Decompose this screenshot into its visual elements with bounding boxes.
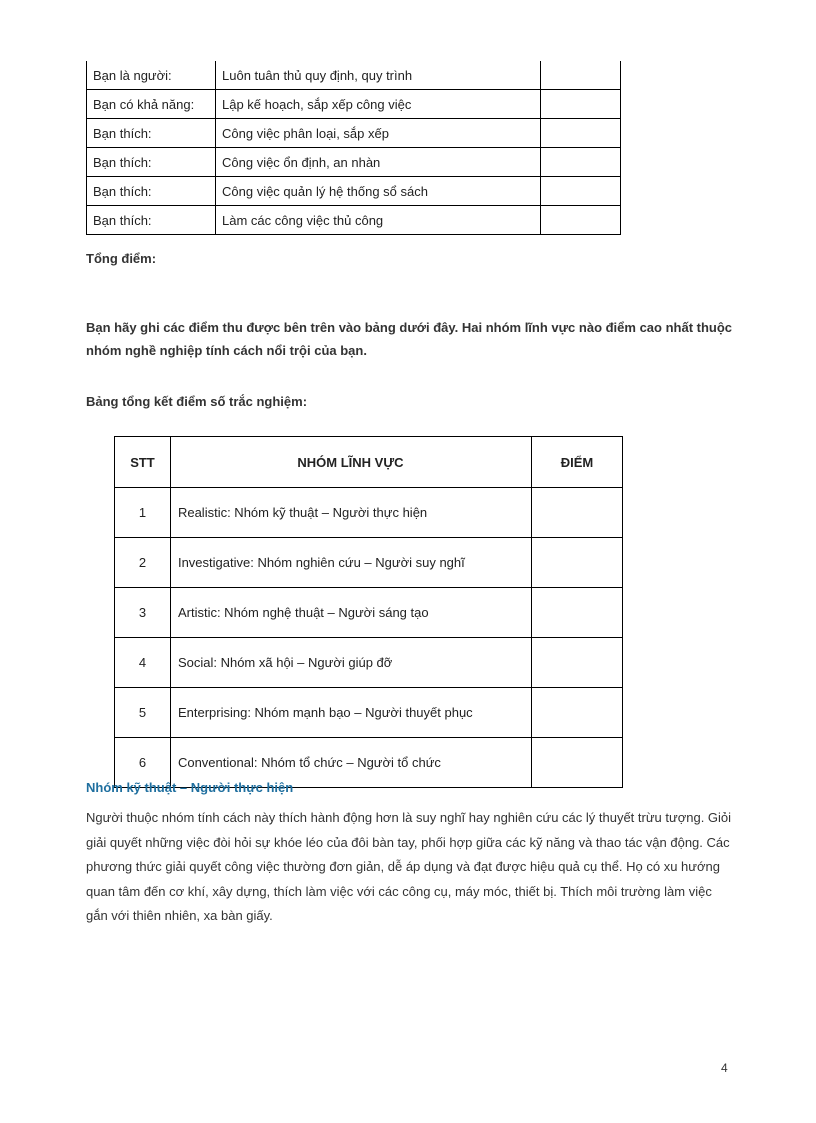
trait-label: Bạn có khả năng: (87, 90, 216, 119)
trait-table (86, 61, 621, 235)
table-row (87, 119, 621, 148)
row-group: Social: Nhóm xã hội – Người giúp đỡ (170, 638, 531, 688)
trait-label: Bạn là người: (87, 61, 216, 90)
header-score: ĐIỂM (532, 437, 623, 488)
summary-table-title: Bảng tổng kết điểm số trắc nghiệm: (86, 394, 308, 409)
row-stt: 5 (115, 688, 171, 738)
instruction-text: Bạn hãy ghi các điểm thu được bên trên vào bảng dưới đây. Hai nhóm lĩnh vực nào điểm cao nhất thuộc nhóm nghề nghiệp tính cách nổi trội của bạn. (86, 320, 733, 358)
score-cell[interactable] (541, 206, 621, 235)
trait-label: Bạn thích: (87, 119, 216, 148)
summary-table (114, 436, 623, 788)
trait-label: Bạn thích: (87, 148, 216, 177)
row-stt: 2 (115, 538, 171, 588)
trait-value: Công việc quản lý hệ thống sổ sách (216, 177, 541, 206)
row-group: Artistic: Nhóm nghệ thuật – Người sáng tạo (170, 588, 531, 638)
table-row (87, 90, 621, 119)
score-cell[interactable] (541, 148, 621, 177)
row-stt: 1 (115, 488, 171, 538)
table-row (115, 488, 623, 538)
section-paragraph: Người thuộc nhóm tính cách này thích hành động hơn là suy nghĩ hay nghiên cứu các lý thuyết trừu tượng. Giỏi giải quyết những việc đòi hỏi sự khóe léo của đôi bàn tay, phối hợp giữa các kỹ năng và thao tác vận động. Các phương thức giải quyết công việc thường đơn giản, dễ áp dụng và đạt được hiệu quả cụ thể. Họ có xu hướng quan tâm đến cơ khí, xây dựng, thích làm việc với các công cụ, máy móc, thiết bị. Thích môi trường làm việc gắn với thiên nhiên, xa bàn giấy. (86, 810, 732, 923)
row-score-cell[interactable] (532, 538, 623, 588)
row-score-cell[interactable] (532, 738, 623, 788)
table-row (87, 206, 621, 235)
table-row (115, 688, 623, 738)
trait-value: Công việc phân loại, sắp xếp (216, 119, 541, 148)
table-row (115, 588, 623, 638)
row-group: Enterprising: Nhóm mạnh bạo – Người thuyết phục (170, 688, 531, 738)
table-row (87, 61, 621, 90)
trait-value: Luôn tuân thủ quy định, quy trình (216, 61, 541, 90)
score-cell[interactable] (541, 119, 621, 148)
score-cell[interactable] (541, 177, 621, 206)
row-stt: 3 (115, 588, 171, 638)
page-number: 4 (721, 1061, 728, 1075)
table-row (87, 177, 621, 206)
table-row (87, 148, 621, 177)
table-row (115, 638, 623, 688)
trait-value: Công việc ổn định, an nhàn (216, 148, 541, 177)
table-header-row (115, 437, 623, 488)
trait-label: Bạn thích: (87, 206, 216, 235)
row-score-cell[interactable] (532, 638, 623, 688)
row-group: Realistic: Nhóm kỹ thuật – Người thực hiện (170, 488, 531, 538)
row-group: Investigative: Nhóm nghiên cứu – Người suy nghĩ (170, 538, 531, 588)
section-heading: Nhóm kỹ thuật – Người thực hiện (86, 780, 294, 795)
score-cell[interactable] (541, 90, 621, 119)
row-stt: 4 (115, 638, 171, 688)
row-score-cell[interactable] (532, 688, 623, 738)
trait-value: Làm các công việc thủ công (216, 206, 541, 235)
table-row (115, 538, 623, 588)
header-stt: STT (115, 437, 171, 488)
trait-value: Lập kế hoạch, sắp xếp công việc (216, 90, 541, 119)
header-group: NHÓM LĨNH VỰC (170, 437, 531, 488)
trait-label: Bạn thích: (87, 177, 216, 206)
total-score-label: Tổng điểm: (86, 251, 157, 266)
row-group: Conventional: Nhóm tổ chức – Người tổ chức (170, 738, 531, 788)
score-cell[interactable] (541, 61, 621, 90)
row-score-cell[interactable] (532, 488, 623, 538)
row-score-cell[interactable] (532, 588, 623, 638)
row-stt: 6 (115, 738, 171, 788)
